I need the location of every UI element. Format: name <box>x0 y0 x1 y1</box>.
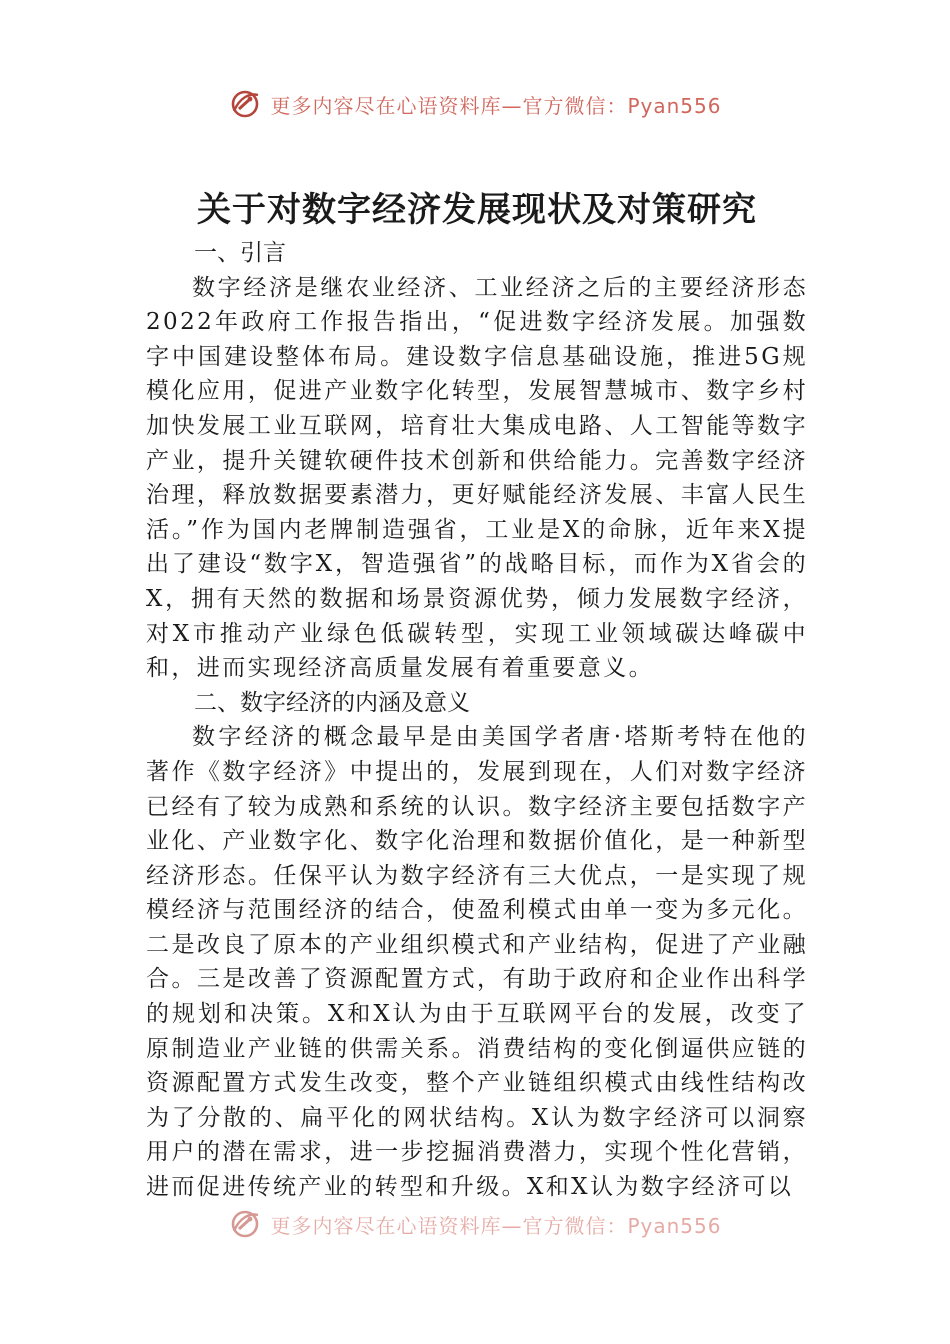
section-heading-meaning: 二、数字经济的内涵及意义 <box>194 689 470 716</box>
section-paragraph-intro: 数字经济是继农业经济、工业经济之后的主要经济形态2022年政府工作报告指出，“促进数字经济发展。加强数字中国建设整体布局。建设数字信息基础设施，推进5G规模化应用，促进产业数字化转型，发展智慧城市、数字乡村加快发展工业互联网，培育壮大集成电路、人工智能等数字产业，提升关键软硬件技术创新和供给能力。完善数字经济治理，释放数据要素潜力，更好赋能经济发展、丰富人民生活。”作为国内老牌制造强省，工业是X的命脉，近年来X提出了建设“数字X，智造强省”的战略目标，而作为X省会的X，拥有天然的数据和场景资源优势，倾力发展数字经济，对X市推动产业绿色低碳转型，实现工业领域碳达峰碳中和，进而实现经济高质量发展有着重要意义。 <box>146 274 808 682</box>
watermark-header <box>0 84 950 124</box>
section-heading-intro: 一、引言 <box>194 240 286 266</box>
watermark-text: 更多内容尽在心语资料库—官方微信：Pyan556 <box>270 93 722 118</box>
watermark-text: 更多内容尽在心语资料库—官方微信：Pyan556 <box>270 1213 722 1238</box>
watermark-logo-icon <box>228 1207 262 1241</box>
document-body <box>146 186 808 1205</box>
document-title: 关于对数字经济发展现状及对策研究 <box>197 190 757 230</box>
watermark-footer <box>0 1204 950 1244</box>
section-paragraph-meaning: 数字经济的概念最早是由美国学者唐·塔斯考特在他的著作《数字经济》中提出的，发展到现在，人们对数字经济已经有了较为成熟和系统的认识。数字经济主要包括数字产业化、产业数字化、数字化治理和数据价值化，是一种新型经济形态。任保平认为数字经济有三大优点，一是实现了规模经济与范围经济的结合，使盈利模式由单一变为多元化。二是改良了原本的产业组织模式和产业结构，促进了产业融合。三是改善了资源配置方式，有助于政府和企业作出科学的规划和决策。X和X认为由于互联网平台的发展，改变了原制造业产业链的供需关系。消费结构的变化倒逼供应链的资源配置方式发生改变，整个产业链组织模式由线性结构改为了分散的、扁平化的网状结构。X认为数字经济可以洞察用户的潜在需求，进一步挖掘消费潜力，实现个性化营销，进而促进传统产业的转型和升级。X和X认为数字经济可以 <box>146 724 808 1201</box>
watermark-logo-icon <box>228 87 262 121</box>
